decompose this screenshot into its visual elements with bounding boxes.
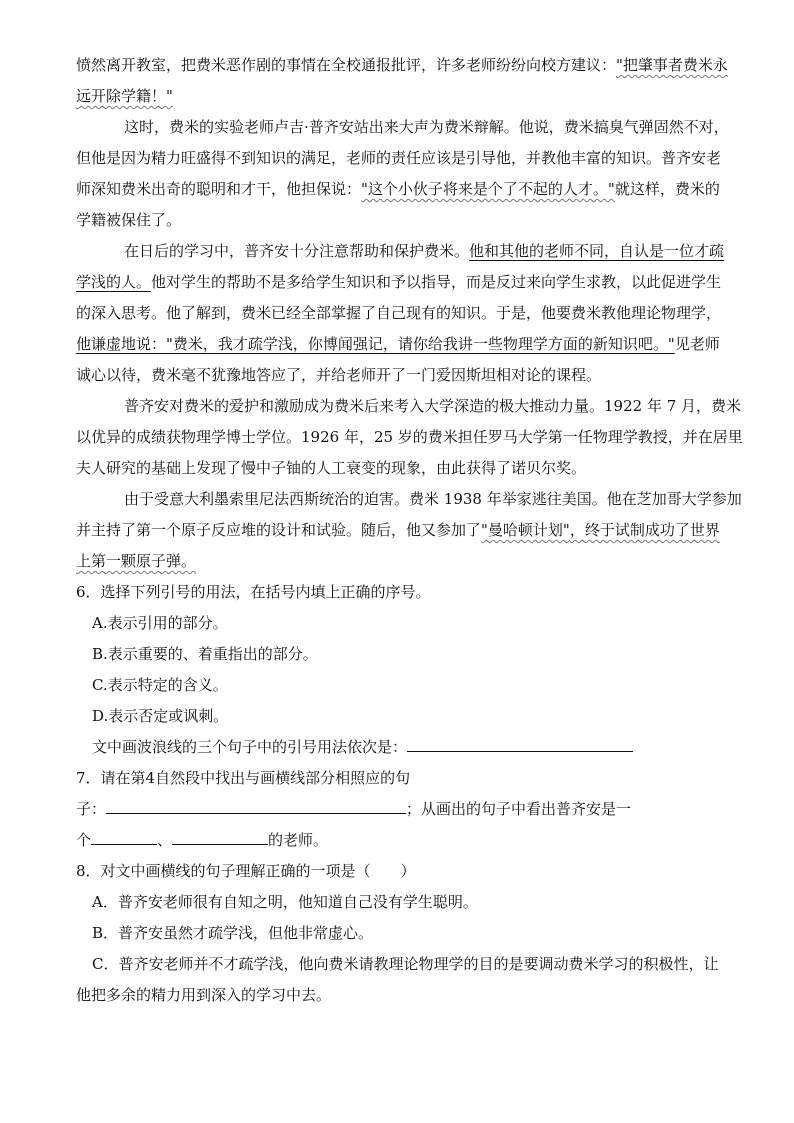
underlined-sentence: 学浅的人。 xyxy=(76,273,152,291)
question-6-answer-line: 文中画波浪线的三个句子中的引号用法依次是： xyxy=(76,732,726,763)
paragraph-defense-line: 但他是因为精力旺盛得不到知识的满足，老师的责任应该是引导他，并教他丰富的知识。普齐安老 xyxy=(76,149,722,167)
paragraph-help-line: 诚心以待，费米毫不犹豫地答应了，并给老师开了一门爱因斯坦相对论的课程。 xyxy=(76,366,602,384)
wavy-quote: "把肇事者费米永 xyxy=(616,56,728,74)
question-6-option-d: D.表示否定或讽刺。 xyxy=(92,707,229,725)
answer-blank[interactable] xyxy=(172,826,268,845)
paragraph-america-line: 并主持了第一个原子反应堆的设计和试验。随后，他又参加了"曼哈顿计划"，终于试制成功了世界 xyxy=(76,521,720,539)
answer-blank[interactable] xyxy=(106,795,406,814)
underlined-sentence: 他和其他的老师不同，自认是一位才疏 xyxy=(469,242,725,260)
paragraph-defense-line: 这时，费米的实验老师卢吉·普齐安站出来大声为费米辩解。他说，费米搞臭气弹固然不对， xyxy=(124,118,729,136)
wavy-quote: "这个小伙子将来是个了不起的人才。" xyxy=(361,180,615,198)
paragraph-achievement-line: 夫人研究的基础上发现了慢中子铀的人工衰变的现象，由此获得了诺贝尔奖。 xyxy=(76,459,587,477)
paragraph-continued-line xyxy=(76,81,726,112)
wavy-sentence: ，终于试制成功了世界 xyxy=(569,521,720,539)
answer-blank[interactable] xyxy=(91,826,157,845)
underlined-sentence: 他谦虚地说："费米，我才疏学浅，你博闻强记，请你给我讲一些物理学方面的新知识吧。" xyxy=(76,335,675,353)
answer-blank[interactable] xyxy=(407,733,633,752)
wavy-sentence: 上第一颗原子弹。 xyxy=(76,552,197,570)
question-7-line: 个 、 的老师。 xyxy=(76,825,726,856)
wavy-quote: "曼哈顿计划" xyxy=(481,521,570,539)
paragraph-help-line: 学浅的人。他对学生的帮助不是多给学生知识和予以指导，而是反过来向学生求教，以此促进学生 xyxy=(76,273,722,291)
paragraph-continued-line: 愤然离开教室，把费米恶作剧的事情在全校通报批评，许多老师纷纷向校方建议："把肇事者费米永 xyxy=(76,56,728,74)
paragraph-defense-line: 学籍被保住了。 xyxy=(76,211,182,229)
question-8-option-a: A．普齐安老师很有自知之明，他知道自己没有学生聪明。 xyxy=(92,893,478,911)
question-6-option-c: C.表示特定的含义。 xyxy=(92,676,228,694)
paragraph-defense-line: 师深知费米出奇的聪明和才干，他担保说："这个小伙子将来是个了不起的人才。"就这样，费米的 xyxy=(76,180,720,198)
paragraph-help-line: 的深入思考。他了解到，费米已经全部掌握了自己现有的知识。于是，他要费米教他理论物理学， xyxy=(76,304,722,322)
paragraph-achievement-line: 以优异的成绩获物理学博士学位。1926 年，25 岁的费米担任罗马大学第一任物理学教授，并在居里 xyxy=(76,428,743,446)
question-8-option-c: C．普齐安老师并不才疏学浅，他向费米请教理论物理学的目的是要调动费米学习的积极性，让 xyxy=(92,955,719,973)
question-8-option-b: B．普齐安虽然才疏学浅，但他非常虚心。 xyxy=(92,924,374,942)
question-6-stem: 6．选择下列引号的用法，在括号内填上正确的序号。 xyxy=(76,583,431,601)
paragraph-achievement-line: 普齐安对费米的爱护和激励成为费米后来考入大学深造的极大推动力量。1922 年 7 月，费米 xyxy=(124,397,742,415)
question-7-stem: 7．请在第4自然段中找出与画横线部分相照应的句 xyxy=(76,769,411,787)
question-6-option-a: A.表示引用的部分。 xyxy=(92,614,228,632)
paragraph-america-line: 由于受意大利墨索里尼法西斯统治的迫害。费米 1938 年举家逃往美国。他在芝加哥大学参加 xyxy=(124,490,742,508)
paragraph-america-line xyxy=(76,546,726,577)
wavy-quote: 远开除学籍！" xyxy=(76,87,173,105)
paragraph-help-line: 在日后的学习中，普齐安十分注意帮助和保护费米。他和其他的老师不同，自认是一位才疏 xyxy=(124,242,725,260)
exam-page xyxy=(76,50,743,1011)
question-8-stem: 8．对文中画横线的句子理解正确的一项是（ ） xyxy=(76,862,416,880)
question-6-option-b: B.表示重要的、着重指出的部分。 xyxy=(92,645,318,663)
question-8-option-c-continued: 他把多余的精力用到深入的学习中去。 xyxy=(76,986,332,1004)
question-7-line: 子： ；从画出的句子中看出普齐安是一 xyxy=(76,794,726,825)
paragraph-help-line: 他谦虚地说："费米，我才疏学浅，你博闻强记，请你给我讲一些物理学方面的新知识吧。"见老师 xyxy=(76,335,720,353)
